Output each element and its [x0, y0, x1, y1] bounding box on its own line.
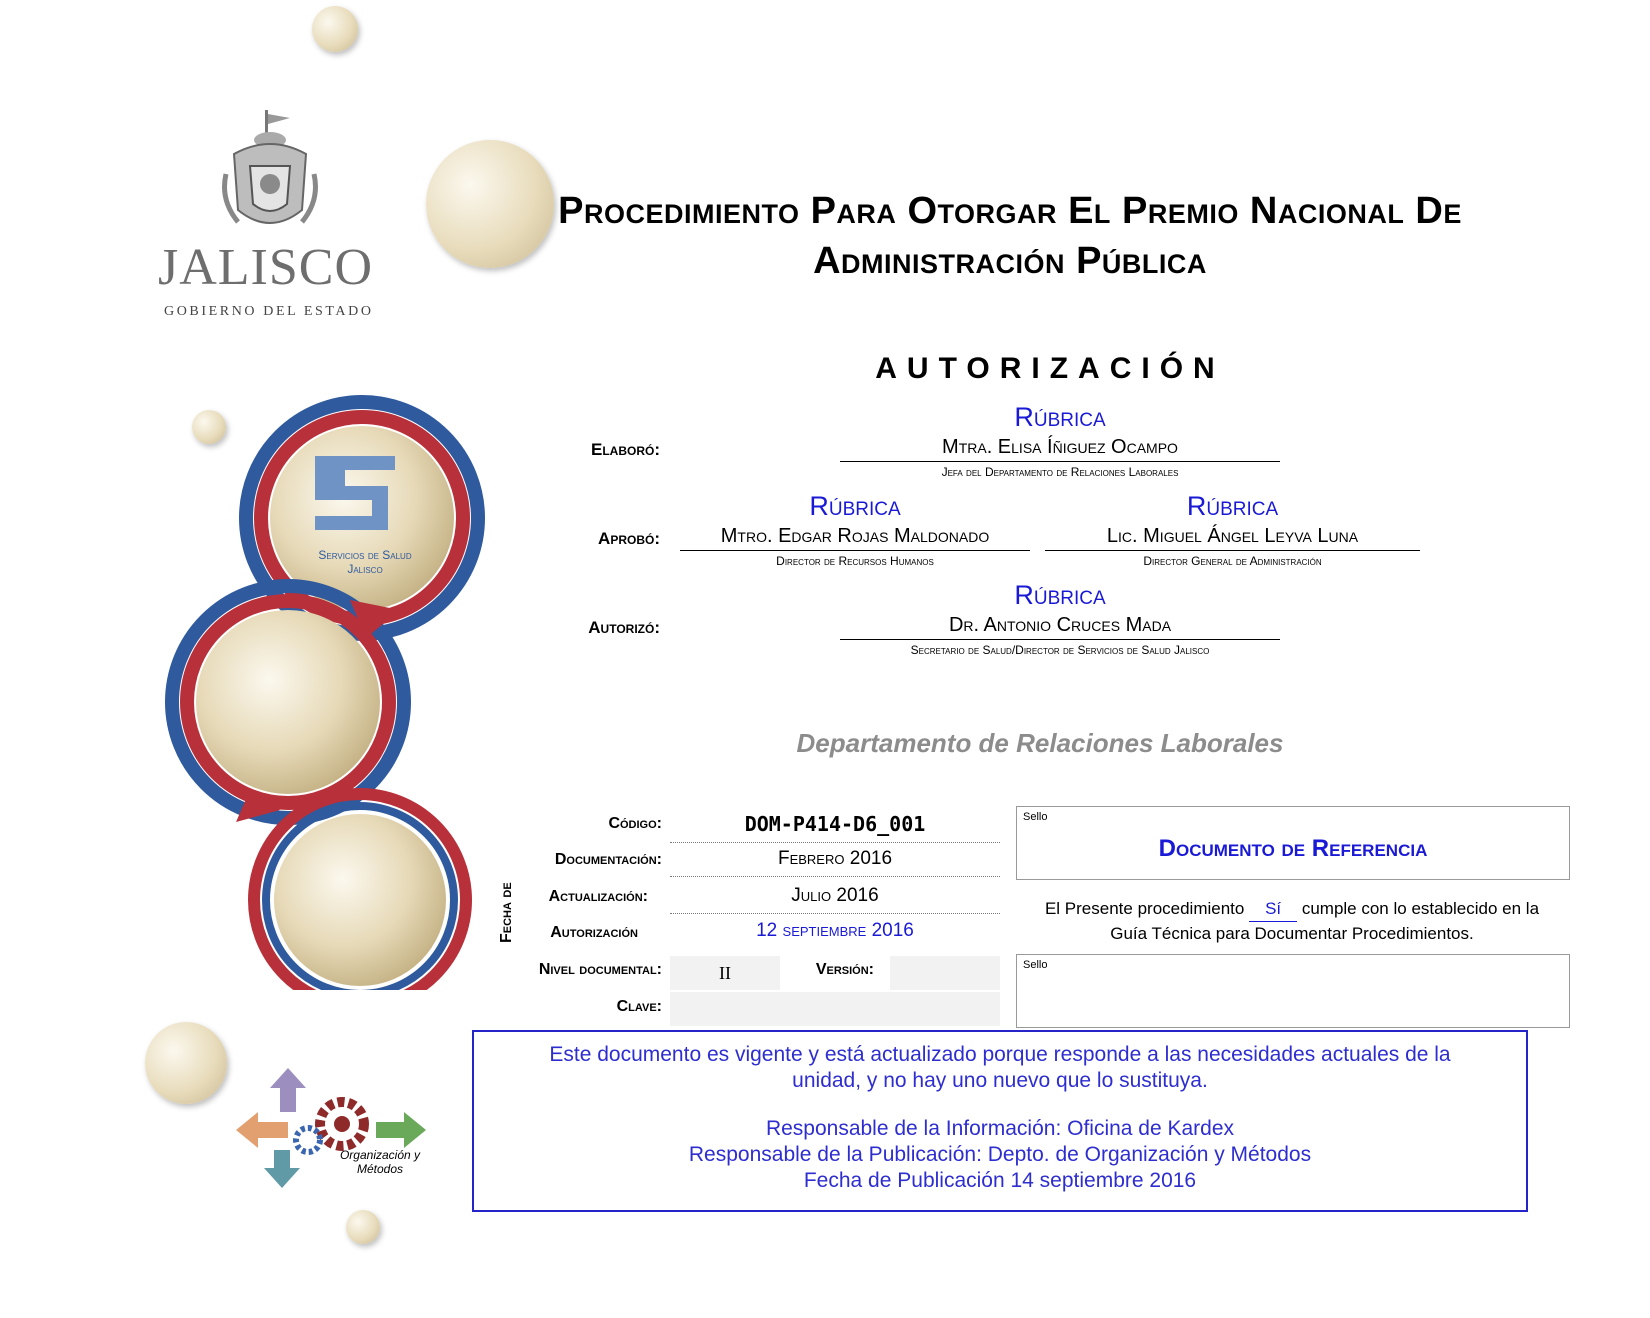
- compliance-pre: El Presente procedimiento: [1044, 899, 1245, 918]
- autorizo-rubrica: Rúbrica: [1014, 580, 1106, 610]
- aprobo-signer-2-name: Lic. Miguel Ángel Leyva Luna: [1045, 525, 1420, 551]
- aprobo-rubrica-1: Rúbrica: [809, 491, 901, 521]
- sello-label-1: Sello: [1023, 811, 1048, 823]
- compliance-statement: [1016, 897, 1568, 946]
- compliance-value: Sí: [1249, 897, 1297, 922]
- title-line-2: Administración Pública: [813, 240, 1207, 282]
- aprobo-rubrica-2: Rúbrica: [1186, 491, 1279, 521]
- elaboro-label: Elaboró:: [591, 440, 660, 459]
- elaboro-rubrica: Rúbrica: [1014, 402, 1106, 432]
- notice-line-3: Responsable de la Información: Oficina de Kardex: [765, 1117, 1235, 1140]
- notice-line-1: Este documento es vigente y está actualizado porque responde a las necesidades actuales de la: [549, 1043, 1451, 1066]
- compliance-post: cumple con lo establecido en la: [1301, 899, 1540, 918]
- autorizacion-label: Autorización: [550, 924, 638, 941]
- decorative-orb-bottom: [346, 1210, 380, 1244]
- documentacion-label: Documentación:: [554, 851, 662, 868]
- aprobo-signer-1-name: Mtro. Edgar Rojas Maldonado: [680, 525, 1030, 551]
- ssj-emblem-icon: [315, 456, 395, 530]
- compliance-line-1: [1016, 897, 1568, 922]
- sello-label-2: Sello: [1023, 959, 1048, 971]
- autorizo-signer-role: Secretario de Salud/Director de Servicios de Salud Jalisco: [910, 643, 1210, 657]
- jalisco-subtitle: GOBIERNO DEL ESTADO: [164, 304, 374, 319]
- title-line-1: Procedimiento Para Otorgar El Premio Nacional De: [558, 190, 1462, 232]
- compliance-line-2: Guía Técnica para Documentar Procedimientos.: [1110, 924, 1474, 943]
- arrow-up-icon: [270, 1068, 306, 1112]
- department-name: Departamento de Relaciones Laborales: [796, 728, 1284, 758]
- aprobo-label: Aprobó:: [598, 529, 660, 548]
- sello-box-reference: [1016, 806, 1570, 880]
- sello-box-empty: [1016, 954, 1570, 1028]
- codigo-label: Código:: [608, 815, 662, 832]
- om-label-line1: Organización y: [339, 1148, 421, 1162]
- nivel-documental-value: II: [670, 956, 780, 990]
- decorative-orb-top: [312, 6, 358, 52]
- version-label: Versión:: [815, 961, 874, 978]
- aprobo-signer-1-role: Director de Recursos Humanos: [776, 554, 934, 568]
- decorative-orb-bottom-left: [145, 1022, 227, 1104]
- document-title: [480, 186, 1540, 286]
- elaboro-signer-role: Jefa del Departamento de Relaciones Laborales: [941, 465, 1179, 479]
- documento-de-referencia: Documento de Referencia: [1158, 835, 1428, 862]
- arrow-left-icon: [236, 1112, 288, 1148]
- actualizacion-value: Julio 2016: [670, 885, 1000, 914]
- codigo-value: DOM-P414-D6_001: [670, 812, 1000, 843]
- clave-value: [670, 992, 1000, 1026]
- arrow-right-icon: [376, 1112, 426, 1148]
- aprobo-signer-2-role: Director General de Administración: [1143, 554, 1322, 568]
- fecha-de-label: Fecha de: [498, 882, 515, 943]
- ssj-label-line2: Jalisco: [347, 562, 383, 576]
- coat-of-arms-icon: [220, 110, 320, 238]
- ssj-label-line1: Servicios de Salud: [318, 548, 412, 562]
- om-label-line2: Métodos: [356, 1162, 404, 1176]
- autorizo-signer-name: Dr. Antonio Cruces Mada: [840, 614, 1280, 640]
- arrow-down-icon: [264, 1150, 300, 1188]
- actualizacion-label: Actualización:: [548, 888, 648, 905]
- ssj-rings-graphic: [140, 390, 500, 990]
- notice-line-5: Fecha de Publicación 14 septiembre 2016: [803, 1169, 1197, 1192]
- authorization-heading: AUTORIZACIÓN: [875, 352, 1225, 385]
- clave-label: Clave:: [616, 998, 662, 1015]
- autorizo-label: Autorizó:: [588, 618, 660, 637]
- validity-notice: [472, 1030, 1528, 1212]
- jalisco-wordmark: JALISCO: [158, 239, 374, 296]
- documentacion-value: Febrero 2016: [670, 848, 1000, 877]
- autorizacion-value: 12 septiembre 2016: [756, 920, 914, 941]
- nivel-documental-label: Nivel documental:: [538, 961, 662, 978]
- jalisco-logo: [150, 110, 390, 325]
- elaboro-signer-name: Mtra. Elisa Íñiguez Ocampo: [840, 436, 1280, 462]
- notice-line-4: Responsable de la Publicación: Depto. de Organización y Métodos: [688, 1143, 1312, 1166]
- notice-line-2: unidad, y no hay uno nuevo que lo sustituya.: [792, 1069, 1208, 1092]
- version-value: [890, 956, 1000, 990]
